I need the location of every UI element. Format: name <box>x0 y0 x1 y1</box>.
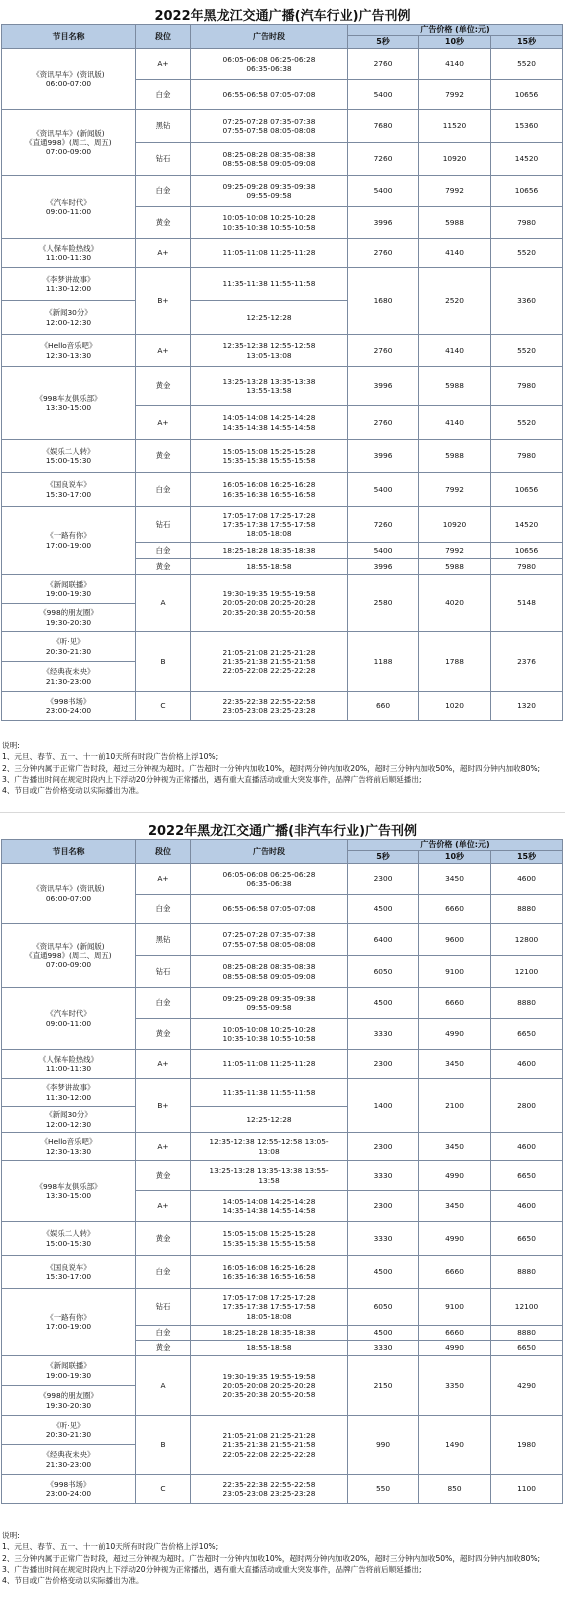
time-slot-cell: 09:25-09:28 09:35-09:38 09:55-09:58 <box>191 176 348 207</box>
program-name: 《998车友俱乐部》 13:30-15:00 <box>35 1181 102 1200</box>
program-cell <box>2 1050 136 1079</box>
time-slot-cell: 08:25-08:28 08:35-08:38 08:55-08:58 09:05-09:08 <box>191 143 348 176</box>
price-5s: 1400 <box>348 1079 419 1133</box>
price-15s: 10656 <box>491 176 563 207</box>
program-name: 《资讯早车》(新闻版) 《直通998》(周二、周五) 07:00-09:00 <box>25 128 112 157</box>
program-name: 《资讯早车》(资讯版) 06:00-07:00 <box>32 69 105 88</box>
program-name: 《Hello音乐吧》 12:30-13:30 <box>40 341 97 360</box>
price-5s: 4500 <box>348 1256 419 1289</box>
price-5s: 550 <box>348 1475 419 1504</box>
program-name: 《国良说车》 15:30-17:00 <box>45 480 92 499</box>
program-name: 《新闻联播》 19:00-19:30 <box>45 1361 92 1380</box>
time-slot-cell: 19:30-19:35 19:55-19:58 20:05-20:08 20:25-20:28 20:35-20:38 20:55-20:58 <box>191 1356 348 1416</box>
section-title-auto: 2022年黑龙江交通广播(汽车行业)广告刊例 <box>154 9 411 24</box>
section-divider <box>0 812 565 813</box>
price-10s: 6660 <box>419 1326 491 1341</box>
time-slot-cell: 12:25-12:28 <box>191 1107 348 1133</box>
price-10s: 2100 <box>419 1079 491 1133</box>
section-title-non-auto: 2022年黑龙江交通广播(非汽车行业)广告刊例 <box>147 824 418 839</box>
price-15s: 4600 <box>491 1050 563 1079</box>
program-cell <box>2 1256 136 1289</box>
time-slot-cell: 12:25-12:28 <box>191 301 348 335</box>
tier-cell: 白金 <box>136 988 191 1019</box>
tier-cell: 黑钻 <box>136 110 191 143</box>
tier-cell: A+ <box>136 1050 191 1079</box>
price-10s: 4020 <box>419 575 491 632</box>
time-slot-cell: 06:05-06:08 06:25-06:28 06:35-06:38 <box>191 49 348 80</box>
time-slot-cell: 11:05-11:08 11:25-11:28 <box>191 1050 348 1079</box>
price-15s: 4600 <box>491 864 563 895</box>
program-cell <box>2 575 136 632</box>
notes-heading: 说明: <box>2 1531 20 1540</box>
price-10s: 7992 <box>419 473 491 507</box>
price-15s: 5520 <box>491 335 563 367</box>
tier-cell: A+ <box>136 864 191 895</box>
price-15s: 6650 <box>491 1161 563 1191</box>
program-cell <box>2 335 136 367</box>
price-5s: 5400 <box>348 473 419 507</box>
price-5s: 3996 <box>348 367 419 406</box>
price-15s: 6650 <box>491 1019 563 1050</box>
price-15s: 4600 <box>491 1191 563 1222</box>
header-price: 广告价格 (单位:元) <box>348 840 563 851</box>
program-cell <box>2 1107 136 1133</box>
header-program: 节目名称 <box>2 840 136 864</box>
price-15s: 5148 <box>491 575 563 632</box>
price-15s: 8880 <box>491 895 563 924</box>
price-15s: 7980 <box>491 367 563 406</box>
time-slot-cell: 11:35-11:38 11:55-11:58 <box>191 1079 348 1107</box>
price-15s: 10656 <box>491 80 563 110</box>
program-name: 《李梦讲故事》 11:30-12:00 <box>42 274 95 293</box>
note-item: 4、节目或广告价格变动以实际播出为准。 <box>2 786 144 796</box>
price-10s: 3450 <box>419 864 491 895</box>
tier-cell: 白金 <box>136 1256 191 1289</box>
time-slot-cell: 16:05-16:08 16:25-16:28 16:35-16:38 16:55-16:58 <box>191 473 348 507</box>
program-name: 《Hello音乐吧》 12:30-13:30 <box>40 1137 97 1156</box>
program-cell <box>2 49 136 110</box>
time-slot-cell: 10:05-10:08 10:25-10:28 10:35-10:38 10:55-10:58 <box>191 207 348 239</box>
price-10s: 1788 <box>419 632 491 692</box>
notes-non-auto <box>2 1530 560 1586</box>
note-item: 3、广告播出时间在规定时段内上下浮动20分钟视为正常播出，遇有重大直播活动或重大突发事件，品牌广告将前后顺延播出; <box>2 1564 422 1574</box>
time-slot-cell: 17:05-17:08 17:25-17:28 17:35-17:38 17:55-17:58 18:05-18:08 <box>191 507 348 543</box>
program-cell <box>2 988 136 1050</box>
time-slot-cell: 13:25-13:28 13:35-13:38 13:55- 13:58 <box>191 1161 348 1191</box>
price-5s: 2760 <box>348 239 419 268</box>
price-10s: 5988 <box>419 559 491 575</box>
price-15s: 7980 <box>491 440 563 473</box>
price-5s: 2300 <box>348 1191 419 1222</box>
program-name: 《一路有你》 17:00-19:00 <box>45 1312 92 1331</box>
program-cell <box>2 1079 136 1107</box>
program-name: 《娱乐二人转》 15:00-15:30 <box>42 1229 95 1248</box>
tier-cell: 黄金 <box>136 1341 191 1356</box>
program-name: 《汽车时代》 09:00-11:00 <box>45 1009 92 1028</box>
notes-auto <box>2 740 560 796</box>
note-item: 2、三分钟内属于正常广告时段，超过三分钟视为超时。广告超时一分钟内加收10%，超时两分钟内加收20%，超时三分钟内加收50%，超时四分钟内加收80%; <box>2 1553 541 1563</box>
program-name: 《听·见》 20:30-21:30 <box>45 1420 92 1439</box>
price-15s: 6650 <box>491 1222 563 1256</box>
tier-cell: 钻石 <box>136 956 191 988</box>
tier-cell: A+ <box>136 1191 191 1222</box>
time-slot-cell: 16:05-16:08 16:25-16:28 16:35-16:38 16:55-16:58 <box>191 1256 348 1289</box>
price-10s: 2520 <box>419 268 491 335</box>
note-item: 4、节目或广告价格变动以实际播出为准。 <box>2 1576 144 1586</box>
program-cell <box>2 110 136 176</box>
program-name: 《一路有你》 17:00-19:00 <box>45 531 92 550</box>
program-cell <box>2 1475 136 1504</box>
tier-cell: 白金 <box>136 80 191 110</box>
program-cell <box>2 1356 136 1416</box>
time-slot-cell: 09:25-09:28 09:35-09:38 09:55-09:58 <box>191 988 348 1019</box>
program-cell <box>2 1222 136 1256</box>
time-slot-cell: 18:25-18:28 18:35-18:38 <box>191 1326 348 1341</box>
price-5s: 5400 <box>348 176 419 207</box>
price-10s: 4140 <box>419 49 491 80</box>
rate-table-auto <box>1 24 563 721</box>
header-program: 节目名称 <box>2 25 136 49</box>
price-10s: 5988 <box>419 207 491 239</box>
time-slot-cell: 14:05-14:08 14:25-14:28 14:35-14:38 14:55-14:58 <box>191 1191 348 1222</box>
program-cell <box>2 507 136 575</box>
tier-cell: A+ <box>136 1133 191 1161</box>
program-name: 《人保车险热线》 11:00-11:30 <box>38 243 99 262</box>
tier-cell: 白金 <box>136 895 191 924</box>
price-10s: 4990 <box>419 1161 491 1191</box>
price-10s: 9100 <box>419 956 491 988</box>
tier-cell: C <box>136 692 191 721</box>
header-time: 广告时段 <box>191 25 348 49</box>
price-15s: 4600 <box>491 1133 563 1161</box>
price-15s: 1320 <box>491 692 563 721</box>
program-name: 《听·见》 20:30-21:30 <box>45 637 92 656</box>
time-slot-cell: 19:30-19:35 19:55-19:58 20:05-20:08 20:25-20:28 20:35-20:38 20:55-20:58 <box>191 575 348 632</box>
price-10s: 10920 <box>419 143 491 176</box>
time-slot-cell: 07:25-07:28 07:35-07:38 07:55-07:58 08:05-08:08 <box>191 110 348 143</box>
program-name: 《经典夜未央》 21:30-23:00 <box>2 661 135 691</box>
tier-cell: 钻石 <box>136 1289 191 1326</box>
header-s10: 10秒 <box>419 36 491 49</box>
price-15s: 1100 <box>491 1475 563 1504</box>
price-15s: 8880 <box>491 1256 563 1289</box>
program-name: 《汽车时代》 09:00-11:00 <box>45 197 92 216</box>
header-s10: 10秒 <box>419 851 491 864</box>
tier-cell: 黄金 <box>136 1019 191 1050</box>
price-10s: 7992 <box>419 543 491 559</box>
price-5s: 6050 <box>348 956 419 988</box>
note-item: 3、广告播出时间在规定时段内上下浮动20分钟视为正常播出，遇有重大直播活动或重大突发事件，品牌广告将前后顺延播出; <box>2 774 422 784</box>
program-cell <box>2 1416 136 1475</box>
price-10s: 9600 <box>419 924 491 956</box>
header-s15: 15秒 <box>491 851 563 864</box>
price-5s: 4500 <box>348 1326 419 1341</box>
time-slot-cell: 06:05-06:08 06:25-06:28 06:35-06:38 <box>191 864 348 895</box>
time-slot-cell: 14:05-14:08 14:25-14:28 14:35-14:38 14:55-14:58 <box>191 406 348 440</box>
program-cell <box>2 692 136 721</box>
program-cell <box>2 473 136 507</box>
price-5s: 3996 <box>348 440 419 473</box>
price-15s: 6650 <box>491 1341 563 1356</box>
header-s15: 15秒 <box>491 36 563 49</box>
price-15s: 7980 <box>491 207 563 239</box>
price-5s: 3330 <box>348 1341 419 1356</box>
price-10s: 4140 <box>419 406 491 440</box>
price-15s: 3360 <box>491 268 563 335</box>
price-10s: 4990 <box>419 1019 491 1050</box>
price-15s: 14520 <box>491 507 563 543</box>
tier-cell: 白金 <box>136 176 191 207</box>
price-15s: 12100 <box>491 1289 563 1326</box>
price-10s: 7992 <box>419 80 491 110</box>
price-15s: 12800 <box>491 924 563 956</box>
price-5s: 6400 <box>348 924 419 956</box>
price-10s: 1490 <box>419 1416 491 1475</box>
tier-cell: 白金 <box>136 543 191 559</box>
tier-cell: 黄金 <box>136 207 191 239</box>
price-5s: 2760 <box>348 49 419 80</box>
header-tier: 段位 <box>136 840 191 864</box>
time-slot-cell: 18:55-18:58 <box>191 1341 348 1356</box>
price-10s: 6660 <box>419 988 491 1019</box>
program-cell <box>2 268 136 301</box>
price-10s: 3350 <box>419 1356 491 1416</box>
price-5s: 2300 <box>348 1050 419 1079</box>
price-10s: 3450 <box>419 1191 491 1222</box>
tier-cell: A+ <box>136 406 191 440</box>
program-name: 《李梦讲故事》 11:30-12:00 <box>42 1083 95 1102</box>
tier-cell: 钻石 <box>136 507 191 543</box>
price-15s: 5520 <box>491 239 563 268</box>
price-10s: 5988 <box>419 440 491 473</box>
price-5s: 2580 <box>348 575 419 632</box>
program-cell <box>2 367 136 440</box>
price-15s: 5520 <box>491 49 563 80</box>
header-time: 广告时段 <box>191 840 348 864</box>
note-item: 1、元旦、春节、五一、十一前10天所有时段广告价格上浮10%; <box>2 1542 219 1552</box>
tier-cell: B+ <box>136 268 191 335</box>
price-15s: 8880 <box>491 988 563 1019</box>
price-5s: 5400 <box>348 80 419 110</box>
time-slot-cell: 07:25-07:28 07:35-07:38 07:55-07:58 08:05-08:08 <box>191 924 348 956</box>
program-name: 《998书场》 23:00-24:00 <box>45 696 92 715</box>
price-5s: 1188 <box>348 632 419 692</box>
price-5s: 7680 <box>348 110 419 143</box>
program-name: 《娱乐二人转》 15:00-15:30 <box>42 446 95 465</box>
rate-table-non-auto <box>1 839 563 1504</box>
price-5s: 3330 <box>348 1161 419 1191</box>
price-10s: 850 <box>419 1475 491 1504</box>
time-slot-cell: 12:35-12:38 12:55-12:58 13:05-13:08 <box>191 335 348 367</box>
time-slot-cell: 22:35-22:38 22:55-22:58 23:05-23:08 23:25-23:28 <box>191 692 348 721</box>
price-5s: 1680 <box>348 268 419 335</box>
program-name: 《998车友俱乐部》 13:30-15:00 <box>35 393 102 412</box>
program-cell <box>2 301 136 335</box>
price-5s: 2300 <box>348 864 419 895</box>
price-10s: 3450 <box>419 1050 491 1079</box>
time-slot-cell: 15:05-15:08 15:25-15:28 15:35-15:38 15:55-15:58 <box>191 440 348 473</box>
tier-cell: B <box>136 632 191 692</box>
price-15s: 2800 <box>491 1079 563 1133</box>
time-slot-cell: 15:05-15:08 15:25-15:28 15:35-15:38 15:55-15:58 <box>191 1222 348 1256</box>
price-10s: 6660 <box>419 1256 491 1289</box>
price-10s: 4140 <box>419 239 491 268</box>
header-tier: 段位 <box>136 25 191 49</box>
price-5s: 5400 <box>348 543 419 559</box>
price-15s: 2376 <box>491 632 563 692</box>
price-5s: 7260 <box>348 143 419 176</box>
price-15s: 15360 <box>491 110 563 143</box>
time-slot-cell: 13:25-13:28 13:35-13:38 13:55-13:58 <box>191 367 348 406</box>
time-slot-cell: 11:35-11:38 11:55-11:58 <box>191 268 348 301</box>
program-cell <box>2 440 136 473</box>
tier-cell: B <box>136 1416 191 1475</box>
time-slot-cell: 21:05-21:08 21:25-21:28 21:35-21:38 21:55-21:58 22:05-22:08 22:25-22:28 <box>191 1416 348 1475</box>
tier-cell: 黄金 <box>136 1161 191 1191</box>
program-name: 《新闻30分》 12:00-12:30 <box>45 308 92 327</box>
program-cell <box>2 924 136 988</box>
price-10s: 6660 <box>419 895 491 924</box>
price-5s: 3996 <box>348 207 419 239</box>
time-slot-cell: 17:05-17:08 17:25-17:28 17:35-17:38 17:55-17:58 18:05-18:08 <box>191 1289 348 1326</box>
price-5s: 4500 <box>348 988 419 1019</box>
price-10s: 1020 <box>419 692 491 721</box>
price-15s: 14520 <box>491 143 563 176</box>
price-10s: 10920 <box>419 507 491 543</box>
tier-cell: 黄金 <box>136 559 191 575</box>
program-name: 《人保车险热线》 11:00-11:30 <box>38 1054 99 1073</box>
tier-cell: A+ <box>136 49 191 80</box>
time-slot-cell: 06:55-06:58 07:05-07:08 <box>191 80 348 110</box>
price-10s: 7992 <box>419 176 491 207</box>
program-cell <box>2 1289 136 1356</box>
header-price: 广告价格 (单位:元) <box>348 25 563 36</box>
program-name: 《998的朋友圈》 19:30-20:30 <box>2 1385 135 1415</box>
price-5s: 3996 <box>348 559 419 575</box>
tier-cell: A+ <box>136 335 191 367</box>
time-slot-cell: 18:55-18:58 <box>191 559 348 575</box>
price-5s: 990 <box>348 1416 419 1475</box>
price-10s: 4990 <box>419 1222 491 1256</box>
tier-cell: 白金 <box>136 473 191 507</box>
tier-cell: A <box>136 1356 191 1416</box>
price-5s: 2760 <box>348 406 419 440</box>
program-cell <box>2 864 136 924</box>
time-slot-cell: 12:35-12:38 12:55-12:58 13:05- 13:08 <box>191 1133 348 1161</box>
header-s5: 5秒 <box>348 851 419 864</box>
tier-cell: 黄金 <box>136 440 191 473</box>
tier-cell: 黑钻 <box>136 924 191 956</box>
price-5s: 660 <box>348 692 419 721</box>
note-item: 1、元旦、春节、五一、十一前10天所有时段广告价格上浮10%; <box>2 752 219 762</box>
program-cell <box>2 1161 136 1222</box>
program-name: 《经典夜未央》 21:30-23:00 <box>2 1444 135 1474</box>
program-cell <box>2 1133 136 1161</box>
note-item: 2、三分钟内属于正常广告时段，超过三分钟视为超时。广告超时一分钟内加收10%，超时两分钟内加收20%，超时三分钟内加收50%，超时四分钟内加收80%; <box>2 763 541 773</box>
price-15s: 12100 <box>491 956 563 988</box>
tier-cell: 白金 <box>136 1326 191 1341</box>
time-slot-cell: 11:05-11:08 11:25-11:28 <box>191 239 348 268</box>
price-5s: 2760 <box>348 335 419 367</box>
tier-cell: C <box>136 1475 191 1504</box>
program-cell <box>2 632 136 692</box>
tier-cell: 黄金 <box>136 1222 191 1256</box>
price-5s: 6050 <box>348 1289 419 1326</box>
price-5s: 2300 <box>348 1133 419 1161</box>
price-15s: 7980 <box>491 559 563 575</box>
notes-heading: 说明: <box>2 741 20 750</box>
time-slot-cell: 22:35-22:38 22:55-22:58 23:05-23:08 23:25-23:28 <box>191 1475 348 1504</box>
price-5s: 3330 <box>348 1019 419 1050</box>
price-15s: 5520 <box>491 406 563 440</box>
tier-cell: 黄金 <box>136 367 191 406</box>
price-5s: 3330 <box>348 1222 419 1256</box>
program-name: 《998的朋友圈》 19:30-20:30 <box>2 603 135 631</box>
price-15s: 8880 <box>491 1326 563 1341</box>
price-10s: 3450 <box>419 1133 491 1161</box>
price-10s: 5988 <box>419 367 491 406</box>
time-slot-cell: 08:25-08:28 08:35-08:38 08:55-08:58 09:05-09:08 <box>191 956 348 988</box>
tier-cell: B+ <box>136 1079 191 1133</box>
price-15s: 1980 <box>491 1416 563 1475</box>
price-15s: 10656 <box>491 543 563 559</box>
price-10s: 11520 <box>419 110 491 143</box>
price-10s: 9100 <box>419 1289 491 1326</box>
time-slot-cell: 06:55-06:58 07:05-07:08 <box>191 895 348 924</box>
price-10s: 4990 <box>419 1341 491 1356</box>
program-cell <box>2 239 136 268</box>
program-name: 《资讯早车》(新闻版) 《直通998》(周二、周五) 07:00-09:00 <box>25 941 112 970</box>
price-5s: 4500 <box>348 895 419 924</box>
price-15s: 4290 <box>491 1356 563 1416</box>
program-cell <box>2 176 136 239</box>
program-name: 《新闻联播》 19:00-19:30 <box>45 579 92 598</box>
price-10s: 4140 <box>419 335 491 367</box>
tier-cell: A+ <box>136 239 191 268</box>
time-slot-cell: 18:25-18:28 18:35-18:38 <box>191 543 348 559</box>
program-name: 《国良说车》 15:30-17:00 <box>45 1262 92 1281</box>
program-name: 《新闻30分》 12:00-12:30 <box>45 1110 92 1129</box>
header-s5: 5秒 <box>348 36 419 49</box>
tier-cell: A <box>136 575 191 632</box>
tier-cell: 钻石 <box>136 143 191 176</box>
program-name: 《998书场》 23:00-24:00 <box>45 1479 92 1498</box>
program-name: 《资讯早车》(资讯版) 06:00-07:00 <box>32 884 105 903</box>
price-15s: 10656 <box>491 473 563 507</box>
price-5s: 7260 <box>348 507 419 543</box>
price-5s: 2150 <box>348 1356 419 1416</box>
time-slot-cell: 21:05-21:08 21:25-21:28 21:35-21:38 21:55-21:58 22:05-22:08 22:25-22:28 <box>191 632 348 692</box>
time-slot-cell: 10:05-10:08 10:25-10:28 10:35-10:38 10:55-10:58 <box>191 1019 348 1050</box>
